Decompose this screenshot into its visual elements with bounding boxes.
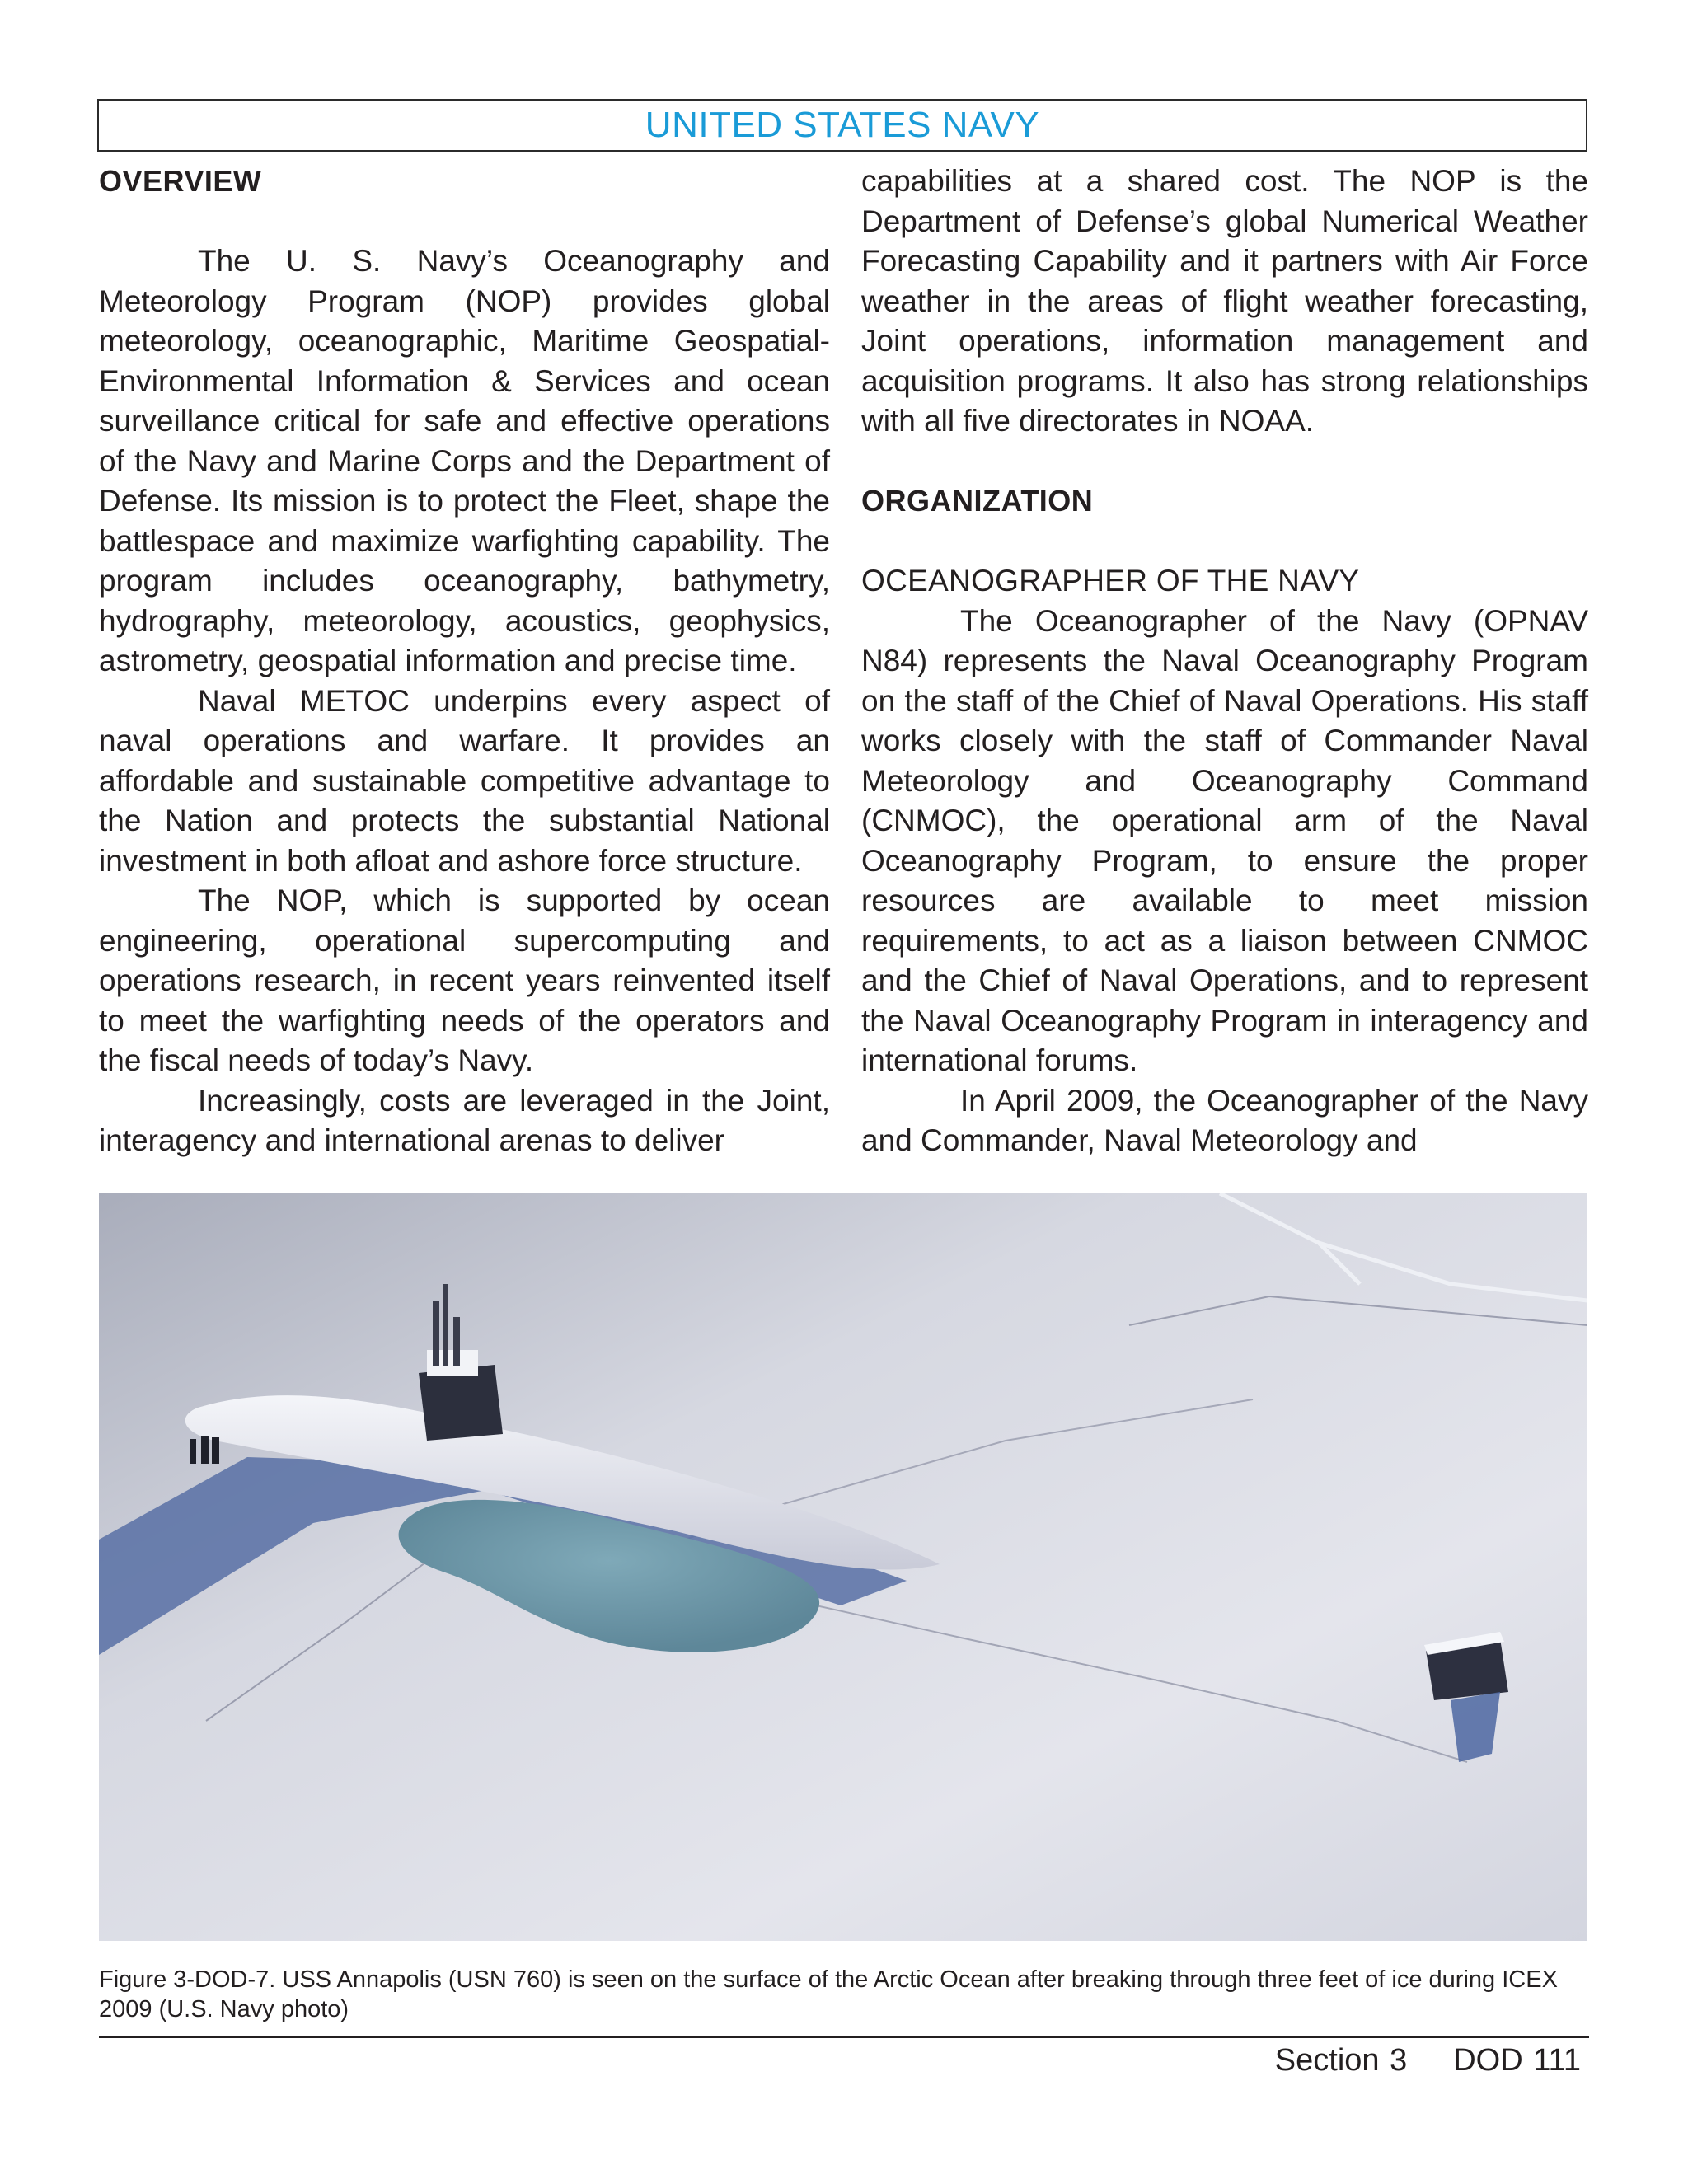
oceanographer-subheading: OCEANOGRAPHER OF THE NAVY: [861, 564, 1360, 598]
overview-paragraph-4: Increasingly, costs are leveraged in the Joint, interagency and international arenas to deliver: [99, 1083, 830, 1157]
overview-heading: OVERVIEW: [99, 164, 262, 198]
overview-paragraph-2: Naval METOC underpins every aspect of naval operations and warfare. It provides an affordable and sustainable competitive advantage to the Nation and protects the substantial National investment in both afloat and ashore force structure.: [99, 683, 830, 878]
organization-heading: ORGANIZATION: [861, 484, 1094, 518]
overview-paragraph-3: The NOP, which is supported by ocean engineering, operational supercomputing and operations research, in recent years reinvented itself to meet the warfighting needs of the operators and the fiscal needs of today’s Navy.: [99, 883, 830, 1077]
overview-continuation: capabilities at a shared cost. The NOP is the Department of Defense’s global Numerical Weather Forecasting Capability and it partners with Air Force weather in the areas of flight weather forecasting, Joint operations, information management and acquisition programs. It also has strong relationships with all five directorates in NOAA.: [861, 164, 1588, 438]
page-footer: [1275, 2041, 1581, 2079]
footer-divider: [99, 2036, 1589, 2038]
organization-paragraph-2: In April 2009, the Oceanographer of the Navy and Commander, Naval Meteorology and: [861, 1083, 1588, 1157]
overview-paragraph-1: The U. S. Navy’s Oceanography and Meteorology Program (NOP) provides global meteorology, oceanographic, Maritime Geospatial-Environmental Information & Services and ocean surveillance critical for safe and effective operations of the Navy and Marine Corps and the Department of Defense. Its mission is to protect the Fleet, shape the battlespace and maximize warfighting capability. The program includes oceanography, bathymetry, hydrography, meteorology, acoustics, geophysics, astrometry, geospatial information and precise time.: [99, 244, 830, 677]
right-column: [861, 162, 1588, 1161]
submarine-ice-photo: [99, 1193, 1587, 1941]
page-title: UNITED STATES NAVY: [97, 99, 1587, 152]
footer-section: Section 3: [1274, 2043, 1408, 2078]
figure-caption: Figure 3-DOD-7. USS Annapolis (USN 760) is seen on the surface of the Arctic Ocean after breaking through three feet of ice during ICEX 2009 (U.S. Navy photo): [99, 1966, 1558, 2022]
footer-page-number: DOD 111: [1453, 2043, 1581, 2078]
organization-paragraph-1: The Oceanographer of the Navy (OPNAV N84) represents the Naval Oceanography Program on the staff of the Chief of Naval Operations. His staff works closely with the staff of Commander Naval Meteorology and Oceanography Command (CNMOC), the operational arm of the Naval Oceanography Program, to ensure the proper resources are available to meet mission requirements, to act as a liaison between CNMOC and the Chief of Naval Operations, and to represent the Naval Oceanography Program in interagency and international forums.: [861, 603, 1588, 1077]
left-column: [99, 162, 830, 1161]
